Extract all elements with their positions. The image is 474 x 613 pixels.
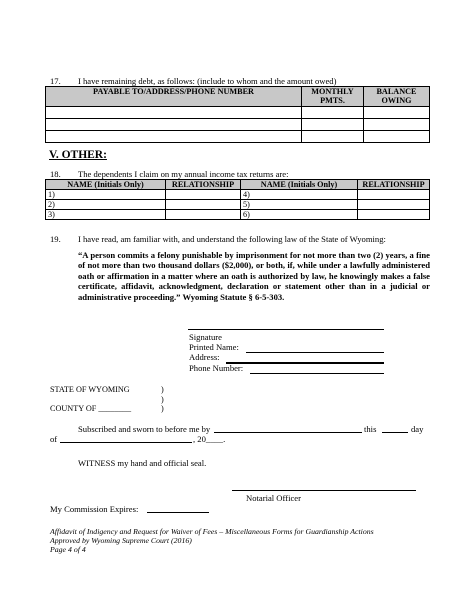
debt-monthly-2[interactable]: [302, 119, 364, 131]
venue-paren-2: ): [161, 395, 164, 404]
printed-name-label: Printed Name:: [189, 342, 239, 352]
address-label: Address:: [189, 352, 220, 362]
item18-number: 18.: [50, 169, 61, 179]
dependent-name-4[interactable]: 4): [241, 190, 358, 200]
header-balance: BALANCE OWING: [364, 87, 430, 107]
dependent-name-6[interactable]: 6): [241, 210, 358, 220]
jurat-prefix: Subscribed and sworn to before me by: [78, 424, 211, 434]
phone-label: Phone Number:: [189, 363, 244, 373]
affiant-name-field[interactable]: [214, 432, 362, 433]
debt-monthly-3[interactable]: [302, 131, 364, 143]
item17-number: 17.: [50, 76, 61, 86]
page-number: Page 4 of 4: [50, 545, 86, 554]
debt-balance-2[interactable]: [364, 119, 430, 131]
dependent-relationship-4[interactable]: [358, 190, 430, 200]
wyoming-statute-quote: “A person commits a felony punishable by imprisonment for not more than two (2) years, a fine of not more than two thousand dollars ($2,000), or both, if, while under a lawfully administered oath or affirmation in a matter where an oath is authorized by law, he knowingly makes a false certificate, affidavit, acknowledgment, declaration or statement other than in a judicial or administrative proceeding.” Wyoming Statute § 6-5-303.: [78, 250, 430, 302]
dependents-table: [45, 179, 430, 220]
debt-row-1: [46, 107, 430, 119]
notary-signature-line[interactable]: [232, 490, 416, 491]
dependent-relationship-2[interactable]: [166, 200, 241, 210]
dependent-relationship-1[interactable]: [166, 190, 241, 200]
jurat-year: , 20____.: [193, 434, 226, 444]
phone-field[interactable]: [250, 373, 384, 374]
debt-row-2: [46, 119, 430, 131]
commission-expires-field[interactable]: [147, 512, 209, 513]
item19-text: I have read, am familiar with, and understand the following law of the State of Wyoming:: [78, 234, 386, 244]
dependent-name-2[interactable]: 2): [46, 200, 166, 210]
debt-payable-1[interactable]: [46, 107, 302, 119]
state-label: STATE OF WYOMING: [50, 385, 130, 394]
debt-monthly-1[interactable]: [302, 107, 364, 119]
header-relationship-1: RELATIONSHIP: [166, 180, 241, 190]
witness-statement: WITNESS my hand and official seal.: [78, 458, 207, 468]
address-field[interactable]: [226, 362, 384, 364]
header-monthly: MONTHLY PMTS.: [302, 87, 364, 107]
dependent-relationship-5[interactable]: [358, 200, 430, 210]
footer-approval: Approved by Wyoming Supreme Court (2016): [50, 536, 192, 545]
signature-label: Signature: [189, 332, 222, 342]
header-name-2: NAME (Initials Only): [241, 180, 358, 190]
header-relationship-2: RELATIONSHIP: [358, 180, 430, 190]
debt-table: [45, 86, 430, 143]
section-title: V. OTHER:: [49, 149, 107, 161]
jurat-day: day: [411, 424, 424, 434]
jurat-of: of: [50, 434, 58, 444]
county-label: COUNTY OF ________: [50, 404, 132, 413]
signature-line[interactable]: [188, 329, 384, 330]
month-field[interactable]: [60, 442, 192, 443]
debt-payable-2[interactable]: [46, 119, 302, 131]
footer-title: Affidavit of Indigency and Request for Waiver of Fees – Miscellaneous Forms for Guardianship Actions: [50, 527, 374, 536]
dependents-row-3: [46, 210, 430, 220]
commission-label: My Commission Expires:: [50, 504, 139, 514]
dependent-relationship-6[interactable]: [358, 210, 430, 220]
day-field[interactable]: [382, 432, 408, 433]
dependents-row-2: [46, 200, 430, 210]
debt-balance-1[interactable]: [364, 107, 430, 119]
printed-name-field[interactable]: [246, 352, 384, 353]
dependent-name-1[interactable]: 1): [46, 190, 166, 200]
venue-paren-3: ): [161, 404, 164, 413]
dependent-name-5[interactable]: 5): [241, 200, 358, 210]
jurat-this: this: [364, 424, 377, 434]
dependents-header: [46, 180, 430, 190]
dependent-name-3[interactable]: 3): [46, 210, 166, 220]
item18-text: The dependents I claim on my annual income tax returns are:: [78, 169, 289, 179]
debt-row-3: [46, 131, 430, 143]
debt-balance-3[interactable]: [364, 131, 430, 143]
header-payable: PAYABLE TO/ADDRESS/PHONE NUMBER: [46, 87, 302, 107]
dependent-relationship-3[interactable]: [166, 210, 241, 220]
dependents-row-1: [46, 190, 430, 200]
notarial-officer-label: Notarial Officer: [246, 493, 301, 503]
item19-number: 19.: [50, 234, 61, 244]
item17-text: I have remaining debt, as follows: (include to whom and the amount owed): [78, 76, 337, 86]
debt-table-header: [46, 87, 430, 107]
venue-paren-1: ): [161, 385, 164, 394]
debt-payable-3[interactable]: [46, 131, 302, 143]
header-name-1: NAME (Initials Only): [46, 180, 166, 190]
